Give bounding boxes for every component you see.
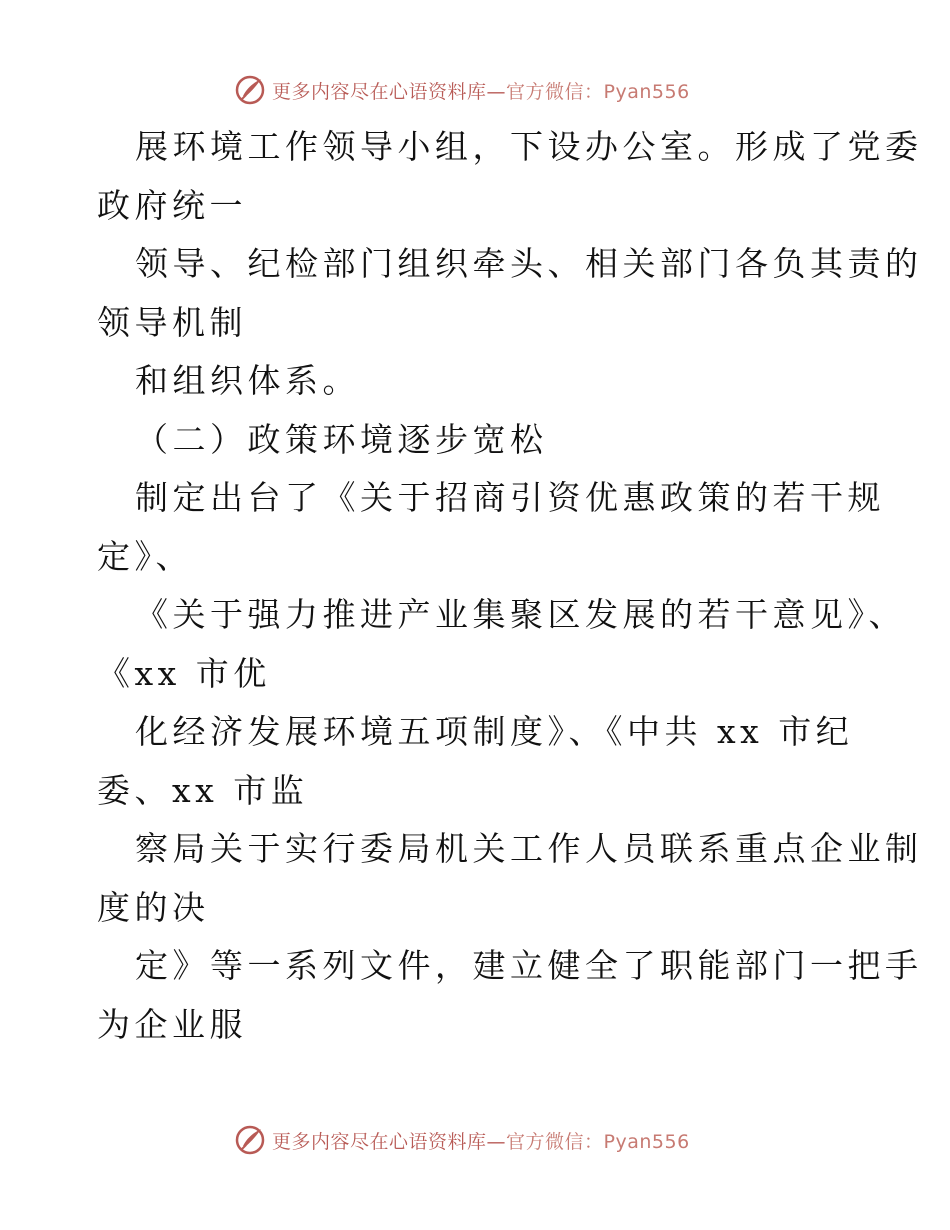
header-banner-wechat: 官方微信：Pyan556 xyxy=(506,80,690,103)
text-line: 展环境工作领导小组，下设办公室。形成了党委 xyxy=(135,127,923,166)
text-line: 政府统一 xyxy=(97,185,247,225)
text-line: 察局关于实行委局机关工作人员联系重点企业制 xyxy=(135,829,923,868)
text-line: 制定出台了《关于招商引资优惠政策的若干规 xyxy=(135,478,885,517)
text-line: 领导、纪检部门组织牵头、相关部门各负其责的 xyxy=(135,244,923,283)
text-line: 《关于强力推进产业集聚区发展的若干意见》、 xyxy=(135,595,906,634)
text-line: 委、xx 市监 xyxy=(97,770,309,810)
quill-logo-icon xyxy=(234,1124,266,1156)
section-heading: （二）政策环境逐步宽松 xyxy=(135,419,548,459)
text-line: 化经济发展环境五项制度》、《中共 xx 市纪 xyxy=(135,712,854,751)
text-line: 定》等一系列文件，建立健全了职能部门一把手 xyxy=(135,946,923,985)
header-banner-text xyxy=(272,77,690,104)
text-line: 为企业服 xyxy=(97,1004,247,1044)
text-line: 领导机制 xyxy=(97,302,247,342)
quill-logo-icon xyxy=(234,74,266,106)
text-line: 度的决 xyxy=(97,887,210,927)
footer-banner-text xyxy=(272,1127,690,1154)
header-banner-main: 更多内容尽在心语资料库— xyxy=(272,80,507,103)
text-line: 和组织体系。 xyxy=(135,361,360,400)
text-line: 定》、 xyxy=(97,536,193,576)
footer-banner xyxy=(234,1122,690,1158)
header-banner xyxy=(234,72,690,108)
footer-banner-main: 更多内容尽在心语资料库— xyxy=(272,1130,507,1153)
text-line: 《xx 市优 xyxy=(97,653,271,693)
document-body xyxy=(97,118,923,1054)
footer-banner-wechat: 官方微信：Pyan556 xyxy=(506,1130,690,1153)
